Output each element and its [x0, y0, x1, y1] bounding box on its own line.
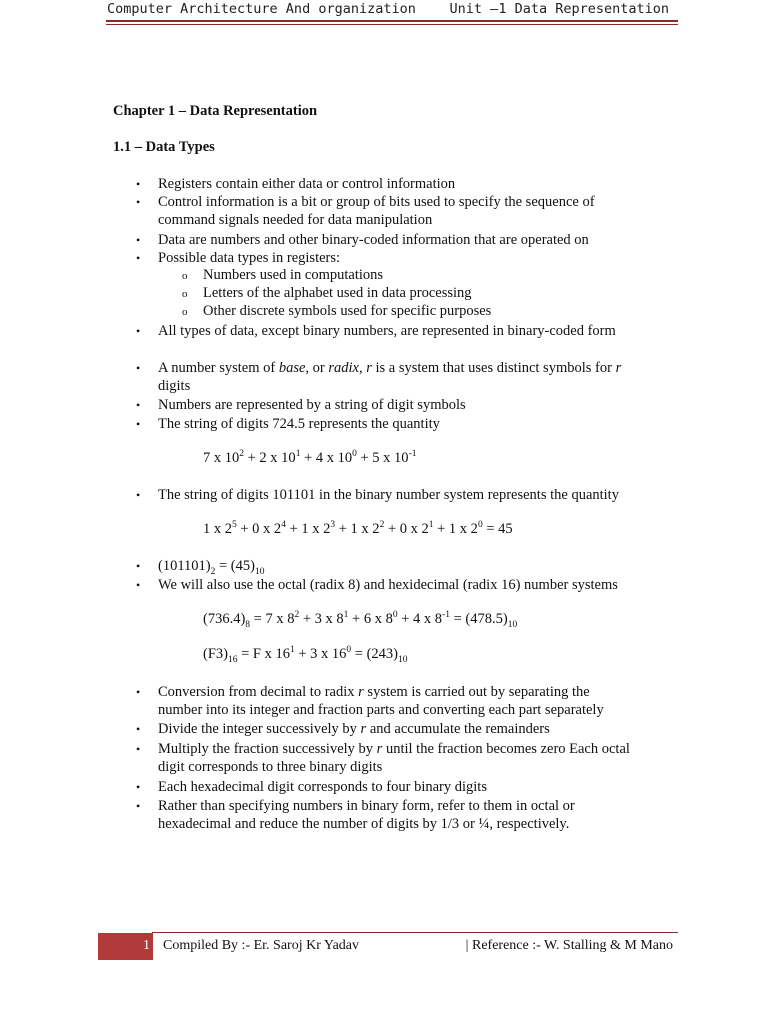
sub-bullet: o [182, 306, 188, 318]
bullet-dot: • [136, 742, 141, 756]
section-title: 1.1 – Data Types [113, 139, 215, 155]
list-item-divide: Divide the integer successively by r and accumulate the remainders [158, 721, 550, 737]
bullet-dot: • [136, 488, 141, 502]
bullet-dot: • [136, 417, 141, 431]
sub-list-item: Letters of the alphabet used in data processing [203, 285, 472, 301]
list-item-continuation: hexadecimal and reduce the number of digits by 1/3 or ¼, respectively. [158, 816, 570, 832]
footer-rule [152, 932, 678, 933]
list-item-equality: $(101101)_2 = (45)_{10}$ [158, 558, 265, 577]
list-item-multiply: Multiply the fraction successively by r until the fraction becomes zero Each octal [158, 741, 630, 757]
sub-bullet: o [182, 288, 188, 300]
list-item-continuation: digits [158, 378, 191, 394]
list-item: We will also use the octal (radix 8) and hexidecimal (radix 16) number systems [158, 577, 618, 593]
header-rule [106, 20, 678, 22]
list-item: Rather than specifying numbers in binary form, refer to them in octal or [158, 798, 575, 814]
list-item: The string of digits 101101 in the binary number system represents the quantity [158, 487, 619, 503]
sub-list-item: Numbers used in computations [203, 267, 384, 283]
bullet-dot: • [136, 578, 141, 592]
bullet-dot: • [136, 177, 141, 191]
list-item: The string of digits 724.5 represents the quantity [158, 416, 440, 432]
sub-bullet: o [182, 270, 188, 282]
bullet-dot: • [136, 799, 141, 813]
list-item: Possible data types in registers: [158, 250, 341, 266]
bullet-dot: • [136, 324, 141, 338]
footer-reference: | Reference :- W. Stalling & M Mano [465, 938, 673, 953]
bullet-dot: • [136, 361, 141, 375]
header-rule-thin [106, 24, 678, 25]
list-item-radix: A number system of base, or radix, r is a system that uses distinct symbols for r [158, 360, 622, 376]
bullet-dot: • [136, 251, 141, 265]
equation-724: 7 x $10^2 + 2$ x $10^1 + 4$ x $10^0 + 5$ x $10^{-1}$ [203, 449, 417, 466]
header-course-title: Computer Architecture And organization [107, 1, 416, 17]
bullet-dot: • [136, 195, 141, 209]
list-item-continuation: digit corresponds to three binary digits [158, 759, 383, 775]
bullet-dot: • [136, 398, 141, 412]
list-item-continuation: command signals needed for data manipulation [158, 212, 433, 228]
page-number: 1 [143, 938, 150, 953]
list-item: Each hexadecimal digit corresponds to four binary digits [158, 779, 487, 795]
chapter-title: Chapter 1 – Data Representation [113, 103, 318, 119]
equation-octal: $(736.4)_8 = 7$ x $8^2 + 3$ x $8^1 + 6$ x $8^0 + 4$ x $8^{-1} = (478.5)_{10}$ [203, 610, 518, 630]
equation-binary: 1 x $2^5 + 0$ x $2^4 + 1$ x $2^3 + 1$ x $2^2 + 0$ x $2^1 + 1$ x $2^0 = 45$ [203, 520, 513, 537]
header-unit-title: Unit –1 Data Representation [449, 1, 669, 17]
equation-hex: $(F3)_{16} = F$ x $16^1 + 3$ x $16^0 = (243)_{10}$ [203, 645, 408, 665]
footer-compiled-by: Compiled By :- Er. Saroj Kr Yadav [163, 938, 359, 953]
list-item-conversion: Conversion from decimal to radix r system is carried out by separating the [158, 684, 590, 700]
bullet-dot: • [136, 559, 141, 573]
bullet-dot: • [136, 685, 141, 699]
list-item: Registers contain either data or control information [158, 176, 456, 192]
list-item: All types of data, except binary numbers, are represented in binary-coded form [158, 323, 616, 339]
list-item: Data are numbers and other binary-coded information that are operated on [158, 232, 589, 248]
bullet-dot: • [136, 233, 141, 247]
list-item: Control information is a bit or group of bits used to specify the sequence of [158, 194, 595, 210]
list-item: Numbers are represented by a string of digit symbols [158, 397, 466, 413]
bullet-dot: • [136, 722, 141, 736]
bullet-dot: • [136, 780, 141, 794]
list-item-continuation: number into its integer and fraction parts and converting each part separately [158, 702, 604, 718]
sub-list-item: Other discrete symbols used for specific purposes [203, 303, 492, 319]
